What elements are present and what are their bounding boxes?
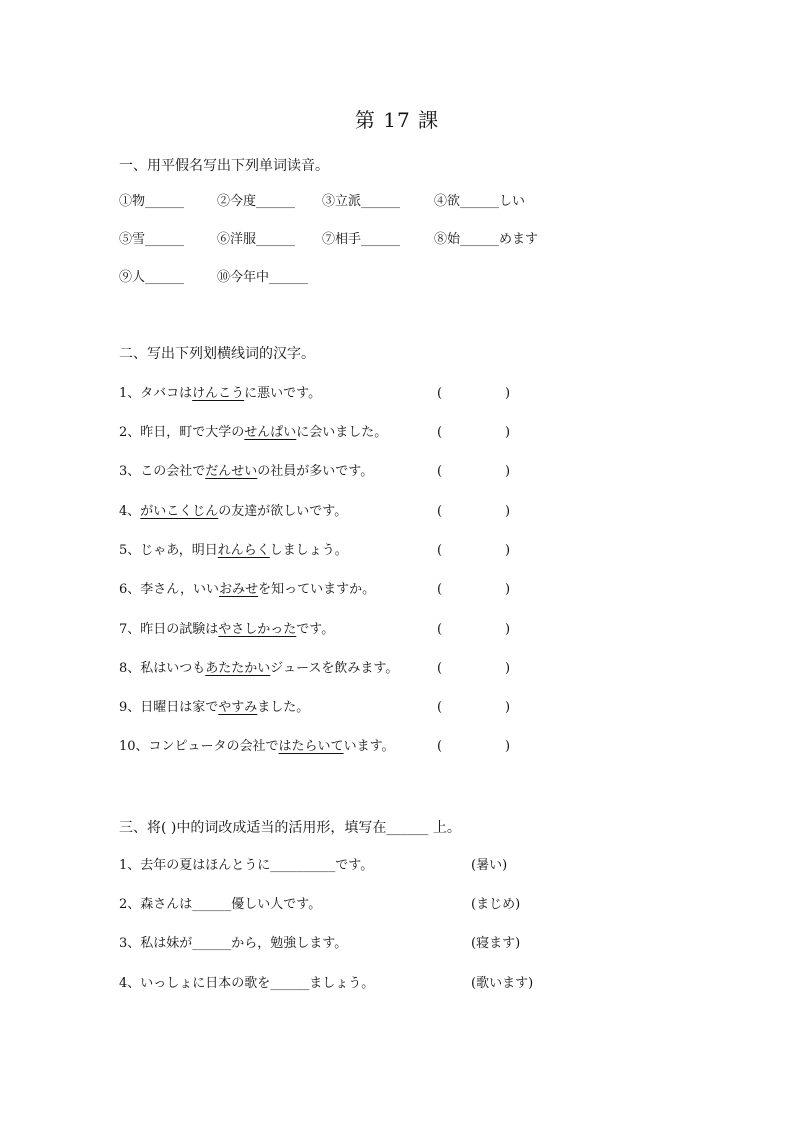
underlined-word: あたたかい: [205, 661, 271, 676]
underlined-word: れんらく: [217, 543, 270, 558]
kanji-question: [119, 462, 511, 482]
question-text: 8、私はいつも: [119, 661, 206, 676]
question-text: 1、去年の夏はほんとうに__________です。: [119, 858, 374, 873]
question-text: の社員が多いです。: [257, 464, 374, 479]
conjugation-question: [119, 934, 521, 954]
underlined-word: がいこくじん: [140, 504, 219, 519]
kanji-question: [119, 620, 511, 640]
reading-item: ④欲______しい: [434, 194, 526, 209]
paren-close: ): [505, 622, 511, 637]
question-text: です。: [296, 622, 335, 637]
question-text: 4、: [119, 504, 141, 519]
question-text: 2、昨日，町で大学の: [119, 425, 245, 440]
kanji-question: [119, 580, 511, 600]
answer-parentheses: [437, 620, 511, 640]
paren-close: ): [505, 700, 511, 715]
question-text: 9、日曜日は家で: [119, 700, 219, 715]
answer-parentheses: [437, 698, 511, 718]
paren-close: ): [505, 582, 511, 597]
underlined-word: やさしかった: [218, 622, 297, 637]
underlined-word: だんせい: [205, 464, 258, 479]
paren-close: ): [505, 543, 511, 558]
reading-item: ②今度______: [217, 194, 296, 209]
question-text: 3、この会社で: [119, 464, 206, 479]
paren-open: (: [437, 739, 443, 754]
question-text: 4、いっしょに日本の歌を______ましょう。: [119, 976, 375, 991]
question-text: ジュースを飲みます。: [270, 661, 399, 676]
question-text: の友達が欲しいです。: [218, 504, 348, 519]
section1-heading: 一、用平假名写出下列单词读音。: [119, 158, 329, 174]
reading-item: ⑤雪______: [119, 232, 185, 247]
question-text: しましょう。: [269, 543, 348, 558]
reading-item: ①物______: [119, 194, 185, 209]
conjugation-question: [119, 895, 521, 915]
underlined-word: せんぱい: [244, 425, 297, 440]
paren-close: ): [505, 464, 511, 479]
underlined-word: はたらいて: [278, 739, 344, 754]
paren-open: (: [437, 504, 443, 519]
paren-open: (: [437, 386, 443, 401]
kanji-question: [119, 423, 511, 443]
word-hint: (寝ます): [471, 936, 521, 951]
paren-close: ): [505, 504, 511, 519]
question-text: 3、私は妹が______から，勉強します。: [119, 936, 348, 951]
question-text: います。: [343, 739, 395, 754]
conjugation-question: [119, 974, 534, 994]
paren-open: (: [437, 622, 443, 637]
paren-close: ): [505, 661, 511, 676]
kanji-question: [119, 698, 511, 718]
answer-parentheses: [437, 659, 511, 679]
word-hint: (歌います): [471, 976, 534, 991]
paren-open: (: [437, 700, 443, 715]
question-text: ました。: [257, 700, 310, 715]
question-text: 10、コンピュータの会社で: [119, 739, 279, 754]
reading-item: ⑦相手______: [322, 232, 401, 247]
question-text: 7、昨日の試験は: [119, 622, 219, 637]
answer-parentheses: [437, 384, 511, 404]
answer-parentheses: [437, 737, 511, 757]
paren-open: (: [437, 543, 443, 558]
question-text: に会いました。: [296, 425, 388, 440]
kanji-question: [119, 659, 511, 679]
answer-parentheses: [437, 541, 511, 561]
question-text: 2、森さんは______優しい人です。: [119, 897, 322, 912]
question-text: 6、李さん，いい: [119, 582, 220, 597]
kanji-question: [119, 737, 511, 757]
word-hint: (まじめ): [471, 897, 521, 912]
underlined-word: けんこう: [192, 386, 245, 401]
paren-open: (: [437, 425, 443, 440]
answer-parentheses: [437, 502, 511, 522]
section2-heading: 二、写出下列划横线词的汉字。: [119, 346, 315, 362]
answer-parentheses: [437, 423, 511, 443]
question-text: を知っていますか。: [258, 582, 376, 597]
reading-item: ⑧始______めます: [434, 232, 539, 247]
answer-parentheses: [437, 462, 511, 482]
underlined-word: やすみ: [218, 700, 258, 715]
reading-item: ③立派______: [322, 194, 401, 209]
paren-close: ): [505, 425, 511, 440]
page-title: 第 17 課: [354, 108, 440, 132]
answer-parentheses: [437, 580, 511, 600]
paren-close: ): [505, 739, 511, 754]
paren-open: (: [437, 661, 443, 676]
conjugation-question: [119, 856, 508, 876]
reading-item: ⑨人______: [119, 270, 185, 285]
section3-heading: 三、将( )中的词改成适当的活用形，填写在______ 上。: [119, 820, 461, 836]
kanji-question: [119, 502, 511, 522]
reading-item: ⑥洋服______: [217, 232, 296, 247]
question-text: 1、タバコは: [119, 386, 193, 401]
question-text: 5、じゃあ，明日: [119, 543, 218, 558]
word-hint: (暑い): [471, 858, 508, 873]
paren-open: (: [437, 582, 443, 597]
question-text: に悪いです。: [244, 386, 322, 401]
reading-item: ⑩今年中______: [217, 270, 309, 285]
kanji-question: [119, 541, 511, 561]
underlined-word: おみせ: [219, 582, 259, 597]
paren-close: ): [505, 386, 511, 401]
kanji-question: [119, 384, 511, 404]
paren-open: (: [437, 464, 443, 479]
